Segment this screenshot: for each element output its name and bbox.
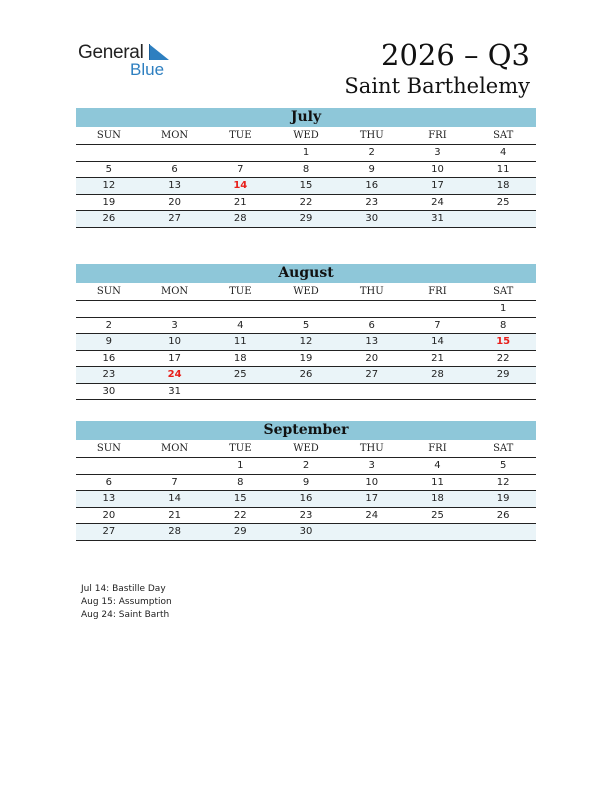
- day-cell: 23: [102, 369, 116, 380]
- day-cell: 13: [168, 180, 181, 191]
- day-cell: 25: [233, 369, 247, 380]
- empty-day-cell: [339, 301, 405, 317]
- empty-day-cell: [76, 301, 142, 317]
- day-cell: 10: [431, 163, 444, 175]
- empty-day-cell: [273, 384, 339, 400]
- day-cell: 12: [102, 180, 116, 191]
- empty-day-cell: [470, 211, 536, 227]
- day-cell: 11: [233, 336, 247, 347]
- day-cell: 21: [168, 509, 181, 521]
- day-cell: 3: [368, 460, 375, 471]
- weekday-header-row: [76, 127, 536, 145]
- day-cell: 11: [431, 476, 444, 488]
- day-cell: 19: [102, 196, 116, 208]
- month-weeks: [76, 458, 536, 541]
- day-cell: 7: [434, 319, 441, 331]
- weekday-label: TUE: [229, 443, 252, 454]
- day-cell: 1: [499, 303, 507, 314]
- day-cell: 30: [102, 385, 116, 397]
- empty-day-cell: [207, 384, 273, 400]
- week-row: [76, 301, 536, 318]
- day-cell: 26: [496, 509, 510, 521]
- week-row: [76, 211, 536, 228]
- day-cell: 3: [434, 147, 441, 158]
- week-row: [76, 162, 536, 179]
- weekday-label: TUE: [229, 286, 252, 297]
- day-cell: 1: [237, 460, 244, 471]
- day-cell: 18: [431, 493, 444, 504]
- day-cell: 13: [102, 493, 116, 504]
- day-cell: 29: [299, 213, 313, 224]
- weekday-label: WED: [293, 286, 319, 297]
- weekday-label: TUE: [229, 130, 252, 141]
- holiday-notes: [81, 583, 172, 622]
- weekday-label: MON: [160, 130, 189, 141]
- weekday-header-row: [76, 283, 536, 301]
- day-cell: 4: [499, 147, 507, 158]
- day-cell: 28: [431, 369, 444, 380]
- day-cell: 30: [299, 526, 313, 537]
- day-cell: 14: [431, 336, 444, 347]
- day-cell: 29: [496, 369, 510, 380]
- day-cell: 27: [365, 369, 379, 380]
- weekday-label: FRI: [428, 443, 447, 454]
- weekday-label: SUN: [96, 130, 121, 141]
- holiday-note: Aug 24: Saint Barth: [81, 610, 170, 620]
- weekday-label: MON: [160, 286, 189, 297]
- day-cell: 17: [168, 352, 181, 364]
- empty-day-cell: [142, 301, 208, 317]
- day-cell: 15: [233, 493, 247, 504]
- day-cell: 2: [302, 460, 310, 471]
- weekday-label: SUN: [96, 443, 121, 454]
- day-cell: 5: [105, 163, 113, 175]
- general-blue-logo: [78, 42, 188, 82]
- day-cell: 11: [496, 163, 510, 175]
- weekday-label: THU: [359, 443, 384, 454]
- weekday-label: FRI: [428, 286, 447, 297]
- week-row: [76, 351, 536, 368]
- day-cell: 18: [233, 352, 247, 364]
- week-row: [76, 475, 536, 492]
- empty-day-cell: [142, 458, 208, 474]
- day-cell: 28: [168, 526, 181, 537]
- day-cell: 14: [168, 493, 181, 504]
- month-header: September: [76, 421, 536, 440]
- week-row: [76, 367, 536, 384]
- weekday-label: SAT: [493, 443, 514, 454]
- empty-day-cell: [207, 145, 273, 161]
- month-calendar-july: [76, 108, 536, 228]
- week-row: [76, 195, 536, 212]
- week-row: [76, 458, 536, 475]
- day-cell: 7: [237, 163, 244, 175]
- day-cell: 28: [233, 213, 247, 224]
- day-cell: 9: [105, 336, 113, 347]
- day-cell: 17: [431, 180, 444, 191]
- day-cell: 30: [365, 213, 379, 224]
- day-cell: 24: [167, 369, 182, 380]
- day-cell: 7: [171, 476, 178, 488]
- day-cell: 29: [233, 526, 247, 537]
- day-cell: 8: [302, 163, 310, 175]
- weekday-label: THU: [359, 286, 384, 297]
- day-cell: 4: [434, 460, 441, 471]
- day-cell: 16: [299, 493, 313, 504]
- day-cell: 27: [168, 213, 181, 224]
- weekday-label: FRI: [428, 130, 447, 141]
- week-row: [76, 334, 536, 351]
- day-cell: 18: [496, 180, 510, 191]
- empty-day-cell: [470, 524, 536, 540]
- day-cell: 5: [499, 460, 507, 471]
- weekday-header-row: [76, 440, 536, 458]
- day-cell: 24: [365, 509, 379, 521]
- empty-day-cell: [76, 145, 142, 161]
- day-cell: 16: [365, 180, 379, 191]
- weekday-label: SUN: [96, 286, 121, 297]
- month-header: July: [76, 108, 536, 127]
- day-cell: 23: [299, 509, 313, 521]
- week-row: [76, 178, 536, 195]
- empty-day-cell: [405, 524, 471, 540]
- month-calendar-september: [76, 421, 536, 541]
- day-cell: 19: [299, 352, 313, 364]
- weekday-label: WED: [293, 130, 319, 141]
- weekday-label: WED: [293, 443, 319, 454]
- empty-day-cell: [470, 384, 536, 400]
- weekday-label: THU: [359, 130, 384, 141]
- day-cell: 4: [237, 319, 244, 331]
- day-cell: 20: [102, 509, 116, 521]
- empty-day-cell: [339, 524, 405, 540]
- day-cell: 15: [496, 336, 511, 347]
- day-cell: 2: [368, 147, 375, 158]
- weekday-label: SAT: [493, 130, 514, 141]
- day-cell: 22: [496, 352, 510, 364]
- day-cell: 9: [302, 476, 310, 488]
- day-cell: 16: [102, 352, 116, 364]
- day-cell: 6: [105, 476, 113, 488]
- day-cell: 21: [233, 196, 247, 208]
- logo-general-text: General: [78, 42, 144, 63]
- day-cell: 31: [431, 213, 444, 224]
- holiday-note: Jul 14: Bastille Day: [81, 584, 166, 594]
- empty-day-cell: [339, 384, 405, 400]
- day-cell: 10: [168, 336, 181, 347]
- day-cell: 26: [299, 369, 313, 380]
- day-cell: 25: [431, 509, 444, 521]
- month-header: August: [76, 264, 536, 283]
- day-cell: 3: [171, 319, 178, 331]
- week-row: [76, 145, 536, 162]
- empty-day-cell: [76, 458, 142, 474]
- day-cell: 27: [102, 526, 116, 537]
- week-row: [76, 508, 536, 525]
- week-row: [76, 524, 536, 541]
- logo-triangle-icon: [149, 44, 169, 60]
- day-cell: 22: [233, 509, 247, 521]
- empty-day-cell: [142, 145, 208, 161]
- week-row: [76, 491, 536, 508]
- weekday-label: MON: [160, 443, 189, 454]
- week-row: [76, 384, 536, 401]
- month-weeks: [76, 145, 536, 228]
- day-cell: 6: [171, 163, 178, 175]
- day-cell: 20: [365, 352, 379, 364]
- empty-day-cell: [207, 301, 273, 317]
- day-cell: 12: [496, 476, 510, 488]
- day-cell: 13: [365, 336, 379, 347]
- day-cell: 22: [299, 196, 313, 208]
- day-cell: 5: [302, 319, 310, 331]
- day-cell: 17: [365, 493, 379, 504]
- day-cell: 14: [233, 180, 248, 191]
- day-cell: 6: [368, 319, 375, 331]
- holiday-note: Aug 15: Assumption: [81, 597, 172, 607]
- empty-day-cell: [405, 384, 471, 400]
- day-cell: 19: [496, 493, 510, 504]
- empty-day-cell: [273, 301, 339, 317]
- day-cell: 20: [168, 196, 181, 208]
- month-calendar-august: [76, 264, 536, 400]
- day-cell: 21: [431, 352, 444, 364]
- weekday-label: SAT: [493, 286, 514, 297]
- month-weeks: [76, 301, 536, 400]
- day-cell: 10: [365, 476, 379, 488]
- day-cell: 26: [102, 213, 116, 224]
- week-row: [76, 318, 536, 335]
- day-cell: 24: [431, 196, 444, 208]
- page-title: 2026 – Q3: [381, 38, 530, 72]
- logo-blue-text: Blue: [130, 60, 165, 79]
- day-cell: 1: [302, 147, 310, 158]
- day-cell: 12: [299, 336, 313, 347]
- empty-day-cell: [405, 301, 471, 317]
- page-subtitle: Saint Barthelemy: [344, 74, 530, 98]
- day-cell: 9: [368, 163, 375, 175]
- day-cell: 2: [105, 319, 113, 331]
- day-cell: 8: [499, 319, 507, 331]
- day-cell: 15: [299, 180, 313, 191]
- day-cell: 25: [496, 196, 510, 208]
- day-cell: 31: [168, 385, 181, 397]
- day-cell: 8: [237, 476, 244, 488]
- day-cell: 23: [365, 196, 379, 208]
